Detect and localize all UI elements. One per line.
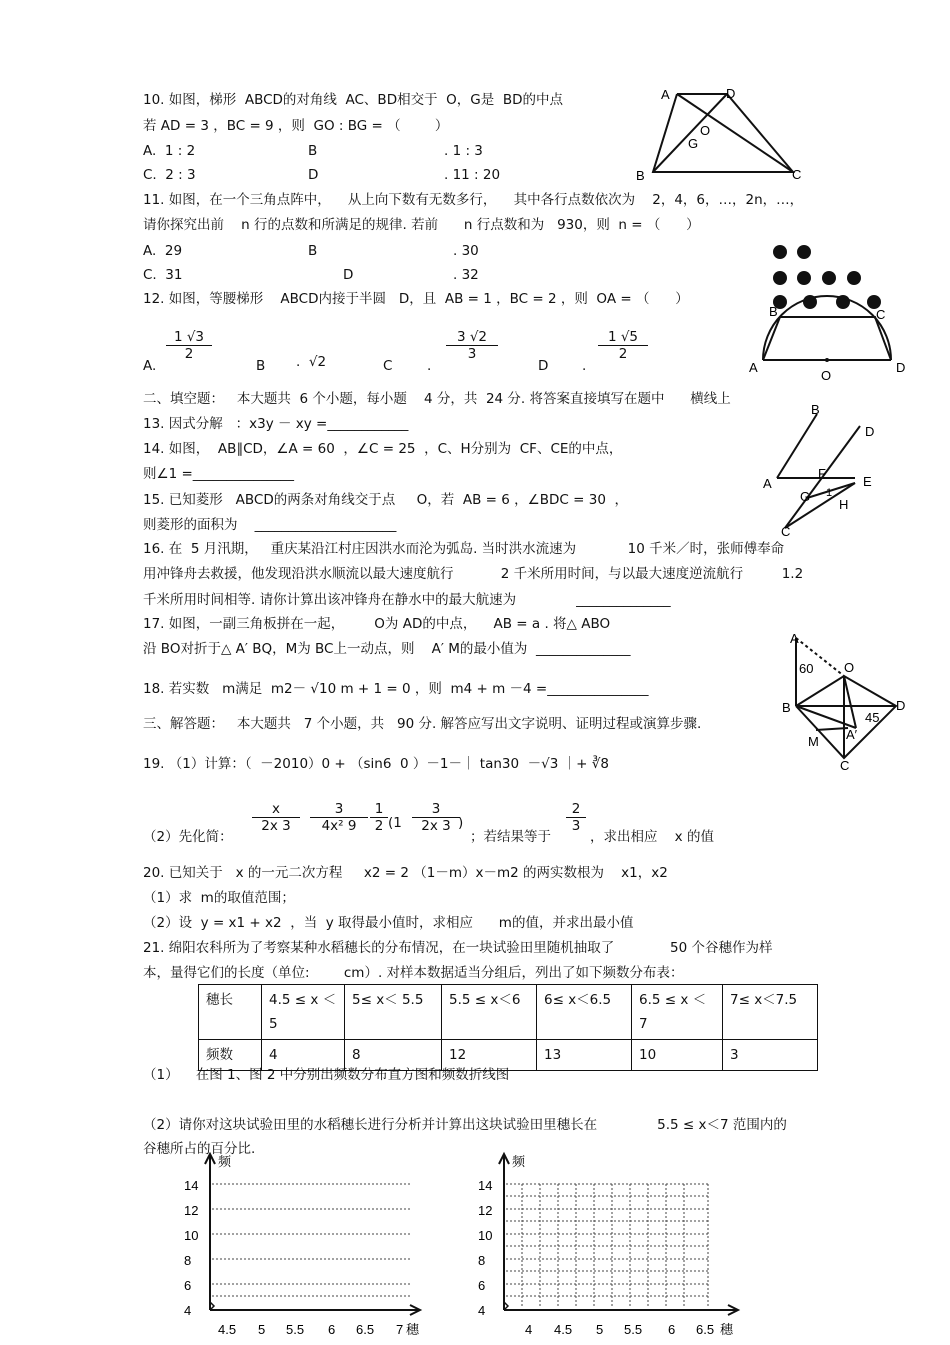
q17-label-o: O	[844, 660, 855, 675]
table-cell: 13	[537, 1040, 632, 1071]
q12-option-b-value: . √2	[296, 354, 327, 370]
q12-label-o: O	[821, 368, 832, 383]
q14-label-f: F	[818, 466, 826, 481]
q19-f3-denominator: 2	[374, 818, 384, 834]
q14-label-c: C	[781, 524, 791, 539]
table-cell: 8	[345, 1040, 442, 1071]
chart1-x-tick: 5	[258, 1322, 266, 1337]
section3-heading: 三、解答题： 本大题共 7 个小题，共 90 分. 解答应写出文字说明、证明过程或演算步骤.	[143, 716, 702, 732]
q17-line2: 沿 BO对折于△ A′ BQ，M为 BC上一动点，则 A′ M的最小值为 ______________	[143, 641, 631, 657]
q14-label-a: A	[763, 476, 772, 491]
q12-option-a: A.	[143, 358, 157, 374]
q19-fraction-2	[310, 801, 368, 834]
chart1-histogram-grid	[170, 1148, 450, 1340]
chart2-y-tick: 12	[478, 1203, 493, 1218]
q19-paren-close: )	[458, 815, 464, 831]
chart2-x-tick: 5.5	[624, 1322, 643, 1337]
q19-f2-denominator: 4x² 9	[321, 818, 357, 834]
q14-line1: 14. 如图， AB∥CD，∠A = 60 ，∠C = 25 ，C、H分别为 CF、CE的中点，	[143, 441, 623, 457]
chart1-x-tick: 5.5	[286, 1322, 305, 1337]
q20-line2: （1）求 m的取值范围；	[143, 890, 295, 906]
q13-text: 13. 因式分解 ：x3y － xy =____________	[143, 416, 409, 432]
q12-option-b: B	[256, 358, 266, 374]
chart1-y-title: 频	[218, 1154, 232, 1169]
q12-d-numerator: 1 √5	[598, 329, 648, 346]
chart1-y-tick: 10	[184, 1228, 199, 1243]
q21-part2-line1: （2）请你对这块试验田里的水稻穗长进行分析并计算出这块试验田里穗长在 5.5 ≤ x＜7 范围内的	[143, 1117, 787, 1133]
q12-option-c-fraction	[446, 329, 498, 362]
frequency-table	[198, 984, 818, 1071]
chart1-y-tick: 6	[184, 1278, 192, 1293]
chart2-y-tick: 6	[478, 1278, 486, 1293]
q10-option-c: C. 2 : 3	[143, 167, 196, 183]
q19-paren-open: (1	[388, 815, 402, 831]
q10-label-o: O	[700, 123, 711, 138]
table-cell: 6.5 ≤ x ＜ 7	[632, 985, 723, 1040]
q19-mid-text: ；若结果等于	[470, 829, 551, 845]
q12-a-denominator: 2	[184, 346, 194, 362]
chart2-line-grid	[470, 1148, 755, 1340]
q17-label-b: B	[782, 700, 791, 715]
q10-option-d: D	[308, 167, 319, 183]
q16-line2: 用冲锋舟去救援，他发现沿洪水顺流以最大速度航行 2 千米所用时间，与以最大速度逆流航行 1.2	[143, 566, 804, 582]
table-cell: 3	[723, 1040, 818, 1071]
chart2-x-title: 穗	[720, 1322, 734, 1337]
q12-c-denominator: 3	[467, 346, 477, 362]
table-row-label: 频数	[199, 1040, 262, 1071]
q21-line1: 21. 绵阳农科所为了考察某种水稻穗长的分布情况，在一块试验田里随机抽取了 50 个谷穗作为样	[143, 940, 773, 956]
q12-option-c: C	[383, 358, 393, 374]
q11-line2: 请你探究出前 n 行的点数和所满足的规律. 若前 n 行点数和为 930，则 n = （ ）	[143, 217, 700, 233]
section2-heading: 二、填空题： 本大题共 6 个小题，每小题 4 分，共 24 分. 将答案直接填写在题中 横线上	[143, 391, 731, 407]
q19-fraction-4	[412, 801, 460, 834]
q12-semicircle-figure	[745, 300, 915, 385]
q16-line1: 16. 在 5 月汛期， 重庆某沿江村庄因洪水而沦为弧岛. 当时洪水流速为 10 千米／时，张师傅奉命	[143, 541, 785, 557]
q11-option-d-value: . 32	[453, 267, 479, 283]
chart2-x-tick: 4.5	[554, 1322, 573, 1337]
q14-parallel-lines-figure	[755, 398, 885, 543]
q17-label-c: C	[840, 758, 850, 773]
chart1-y-tick: 8	[184, 1253, 192, 1268]
q10-label-c: C	[792, 167, 802, 182]
q17-label-d: D	[896, 698, 906, 713]
q19-fraction-3	[370, 801, 388, 834]
chart2-y-tick: 10	[478, 1228, 493, 1243]
q10-trapezoid-figure	[636, 80, 815, 185]
q14-label-d: D	[865, 424, 875, 439]
q11-line1: 11. 如图，在一个三角点阵中， 从上向下数有无数多行， 其中各行点数依次为 2，4，6，…，2n，…，	[143, 192, 804, 208]
q12-option-c-dot: .	[427, 358, 432, 374]
q17-line1: 17. 如图，一副三角板拼在一起， O为 AD的中点， AB = a . 将△ ABO	[143, 616, 611, 632]
q21-line2: 本，量得它们的长度（单位: cm）. 对样本数据适当分组后，列出了如下频数分布表：	[143, 965, 684, 981]
chart2-x-tick: 6.5	[696, 1322, 715, 1337]
q15-line1: 15. 已知菱形 ABCD的两条对角线交于点 O，若 AB = 6 ，∠BDC = 30 ，	[143, 492, 628, 508]
q17-label-m: M	[808, 734, 819, 749]
q11-option-d: D	[343, 267, 354, 283]
q19-f3-numerator: 1	[370, 801, 388, 818]
q14-line2: 则∠1 =_______________	[143, 466, 295, 482]
q10-label-a: A	[661, 87, 670, 102]
q21-part1: （1） 在图 1、图 2 中分别出频数分布直方图和频数折线图	[143, 1067, 510, 1083]
q16-line3: 千米所用时间相等. 请你计算出该冲锋舟在静水中的最大航速为 ______________	[143, 592, 671, 608]
chart2-x-tick: 5	[596, 1322, 604, 1337]
q11-option-c: C. 31	[143, 267, 183, 283]
q19-f5-numerator: 2	[566, 801, 586, 818]
q19-f1-numerator: x	[252, 801, 300, 818]
q12-label-a: A	[749, 360, 758, 375]
chart2-y-tick: 8	[478, 1253, 486, 1268]
chart1-y-tick: 14	[184, 1178, 199, 1193]
q14-label-b: B	[811, 402, 820, 417]
table-cell: 7≤ x＜7.5	[723, 985, 818, 1040]
q12-line1: 12. 如图，等腰梯形 ABCD内接于半圆 D，且 AB = 1 ，BC = 2 ，则 OA = （ ）	[143, 291, 689, 307]
q12-option-d-fraction	[598, 329, 648, 362]
q10-option-a: A. 1 : 2	[143, 143, 196, 159]
table-cell: 4.5 ≤ x ＜ 5	[262, 985, 345, 1040]
q15-line2: 则菱形的面积为 _____________________	[143, 517, 397, 533]
q17-label-a-prime: A′	[846, 727, 858, 742]
chart2-y-title: 频	[512, 1154, 526, 1169]
q17-label-45: 45	[865, 710, 880, 725]
q12-d-denominator: 2	[618, 346, 628, 362]
q12-option-a-fraction	[166, 329, 212, 362]
chart1-x-title: 穗	[406, 1322, 420, 1337]
q11-option-b-value: . 30	[453, 243, 479, 259]
chart2-x-tick: 4	[525, 1322, 533, 1337]
table-cell: 4	[262, 1040, 345, 1071]
q17-label-60: 60	[799, 661, 814, 676]
q11-option-a: A. 29	[143, 243, 183, 259]
q10-line1: 10. 如图，梯形 ABCD的对角线 AC、BD相交于 O，G是 BD的中点	[143, 92, 563, 108]
q20-line1: 20. 已知关于 x 的一元二次方程 x2 = 2 （1－m）x－m2 的两实数根为 x1，x2	[143, 865, 668, 881]
q19-tail: ，求出相应 x 的值	[590, 829, 714, 845]
chart1-x-tick: 4.5	[218, 1322, 237, 1337]
q21-part2-line2: 谷穗所占的百分比.	[143, 1141, 256, 1157]
q14-label-h: H	[839, 497, 849, 512]
q12-option-d-dot: .	[582, 358, 587, 374]
q12-a-numerator: 1 √3	[166, 329, 212, 346]
q12-label-d: D	[896, 360, 906, 375]
q20-line3: （2）设 y = x1 + x2 ，当 y 取得最小值时，求相应 m的值，并求出最小值	[143, 915, 634, 931]
chart1-x-tick: 6.5	[356, 1322, 375, 1337]
chart2-y-tick: 14	[478, 1178, 493, 1193]
q19-part2-prefix: （2）先化简：	[143, 829, 233, 845]
q10-option-b: B	[308, 143, 318, 159]
q12-c-numerator: 3 √2	[446, 329, 498, 346]
table-cell: 12	[442, 1040, 537, 1071]
table-cell: 5≤ x＜ 5.5	[345, 985, 442, 1040]
chart1-y-tick: 4	[184, 1303, 192, 1318]
q10-label-b: B	[636, 168, 645, 183]
q11-option-b: B	[308, 243, 318, 259]
q17-triangle-rulers-figure	[778, 628, 913, 773]
q19-part1: 19. （1）计算：（ －2010）0 + （sin6 0 ）－1－｜ tan30 －√3 ｜+ ∛8	[143, 756, 609, 772]
q10-option-d-value: . 11 : 20	[444, 167, 501, 183]
table-row	[199, 985, 818, 1040]
q12-label-b: B	[769, 304, 778, 319]
table-cell: 10	[632, 1040, 723, 1071]
chart1-y-tick: 12	[184, 1203, 199, 1218]
q14-label-e: E	[863, 474, 872, 489]
q19-f1-denominator: 2x 3	[261, 818, 291, 834]
table-cell: 5.5 ≤ x＜6	[442, 985, 537, 1040]
q12-label-c: C	[876, 307, 886, 322]
q10-label-d: D	[726, 86, 736, 101]
q19-f5-denominator: 3	[571, 818, 581, 834]
chart2-y-tick: 4	[478, 1303, 486, 1318]
q19-fraction-1	[252, 801, 300, 834]
table-cell: 6≤ x＜6.5	[537, 985, 632, 1040]
q19-f4-denominator: 2x 3	[421, 818, 451, 834]
table-header-label: 穗长	[199, 985, 262, 1040]
q18-text: 18. 若实数 m满足 m2－ √10 m + 1 = 0 ，则 m4 + m －4 =_______________	[143, 681, 649, 697]
q17-label-a: A	[790, 631, 799, 646]
q10-line2: 若 AD = 3 ，BC = 9 ，则 GO : BG = （ ）	[143, 118, 449, 134]
q14-label-1: 1	[826, 487, 833, 499]
q19-f2-numerator: 3	[310, 801, 368, 818]
chart1-x-tick: 6	[328, 1322, 336, 1337]
chart2-x-tick: 6	[668, 1322, 676, 1337]
q19-fraction-5	[566, 801, 586, 834]
q19-f4-numerator: 3	[412, 801, 460, 818]
q12-option-d: D	[538, 358, 549, 374]
q10-option-b-value: . 1 : 3	[444, 143, 483, 159]
q10-label-g: G	[688, 136, 699, 151]
chart1-x-tick: 7	[396, 1322, 404, 1337]
q14-label-g: G	[800, 489, 811, 504]
